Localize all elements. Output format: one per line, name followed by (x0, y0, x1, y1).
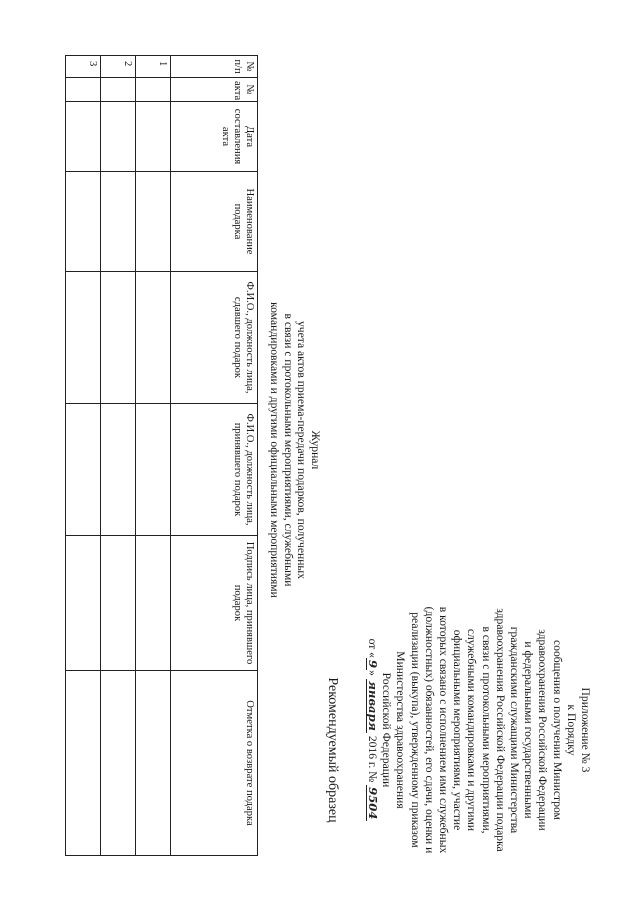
journal-table (65, 55, 258, 856)
order-year: 2016 г. № (365, 735, 379, 783)
table-cell (136, 102, 171, 172)
column-header: № п/п (171, 56, 258, 78)
appendix-line: служебными командировками и другими (465, 628, 479, 832)
column-header: Ф.И.О., должность лица, сдавшего подарок (171, 272, 258, 404)
table-cell: 3 (66, 56, 101, 78)
appendix-line: официальными мероприятиями, участие (451, 629, 465, 831)
column-header: Отметка о возврате подарка (171, 671, 258, 856)
column-header: Ф.И.О., должность лица, принявшего подарок (171, 404, 258, 536)
appendix-line: к Порядку (564, 704, 578, 756)
table-header-row (171, 56, 258, 856)
table-cell: 1 (136, 56, 171, 78)
table-cell (136, 78, 171, 102)
journal-title-line: в связи с протокольными мероприятиями, служебными (282, 313, 295, 587)
appendix-line: реализации (выкупа), утвержденному приказом (408, 612, 422, 848)
table-cell (101, 536, 136, 671)
column-header: Дата составления акта (171, 102, 258, 172)
column-header: Подпись лица, принявшего подарок (171, 536, 258, 671)
journal-title-line: командировками и другими официальными мероприятиями (268, 302, 282, 598)
order-day: 9 (365, 659, 380, 669)
table-cell: 2 (101, 56, 136, 78)
journal-title (268, 240, 322, 660)
sample-label: Рекомендуемый образец (325, 677, 340, 823)
order-date-line (365, 605, 379, 855)
table-cell (101, 272, 136, 404)
table-cell (136, 536, 171, 671)
table-cell (66, 102, 101, 172)
appendix-line: здравоохранения Российской Федерации (536, 629, 550, 831)
appendix-line: сообщения о получении Министром (550, 640, 564, 820)
appendix-line: (должностных) обязанностей, его сдачи, оценки и (422, 606, 436, 854)
appendix-line: Приложение № 3 (579, 687, 592, 773)
table-cell (66, 404, 101, 536)
table-row (101, 56, 136, 856)
table-cell (66, 78, 101, 102)
table-cell (101, 404, 136, 536)
appendix-line: Министерства здравоохранения (394, 651, 408, 809)
appendix-line: в связи с протокольными мероприятиями, (479, 626, 493, 834)
appendix-line: и федеральными государственными (522, 641, 536, 819)
appendix-line: Российской Федерации (380, 672, 394, 788)
table-cell (101, 172, 136, 272)
order-month: января (365, 680, 380, 731)
date-prefix: от « (365, 638, 379, 658)
appendix-line: гражданскими служащими Министерства (507, 626, 521, 834)
table-row (66, 56, 101, 856)
journal-title-line: Журнал (309, 430, 322, 470)
table-cell (66, 172, 101, 272)
table-cell (136, 172, 171, 272)
order-number: 9504 (365, 787, 380, 820)
appendix-line: здравоохранения Российской Федерации подарка (493, 608, 507, 852)
table-cell (66, 272, 101, 404)
appendix-heading (365, 605, 592, 855)
table-cell (136, 272, 171, 404)
journal-title-line: учета актов приема-передачи подарков, полученных (295, 320, 309, 580)
table-cell (101, 78, 136, 102)
table-cell (136, 671, 171, 856)
column-header: № акта (171, 78, 258, 102)
table-cell (136, 404, 171, 536)
date-close: » (365, 670, 379, 676)
table-cell (101, 102, 136, 172)
table-cell (66, 536, 101, 671)
appendix-line: в которых связано с исполнением ими служебных (436, 606, 450, 854)
table-cell (66, 671, 101, 856)
column-header: Наименование подарка (171, 172, 258, 272)
table-cell (101, 671, 136, 856)
table-row (136, 56, 171, 856)
